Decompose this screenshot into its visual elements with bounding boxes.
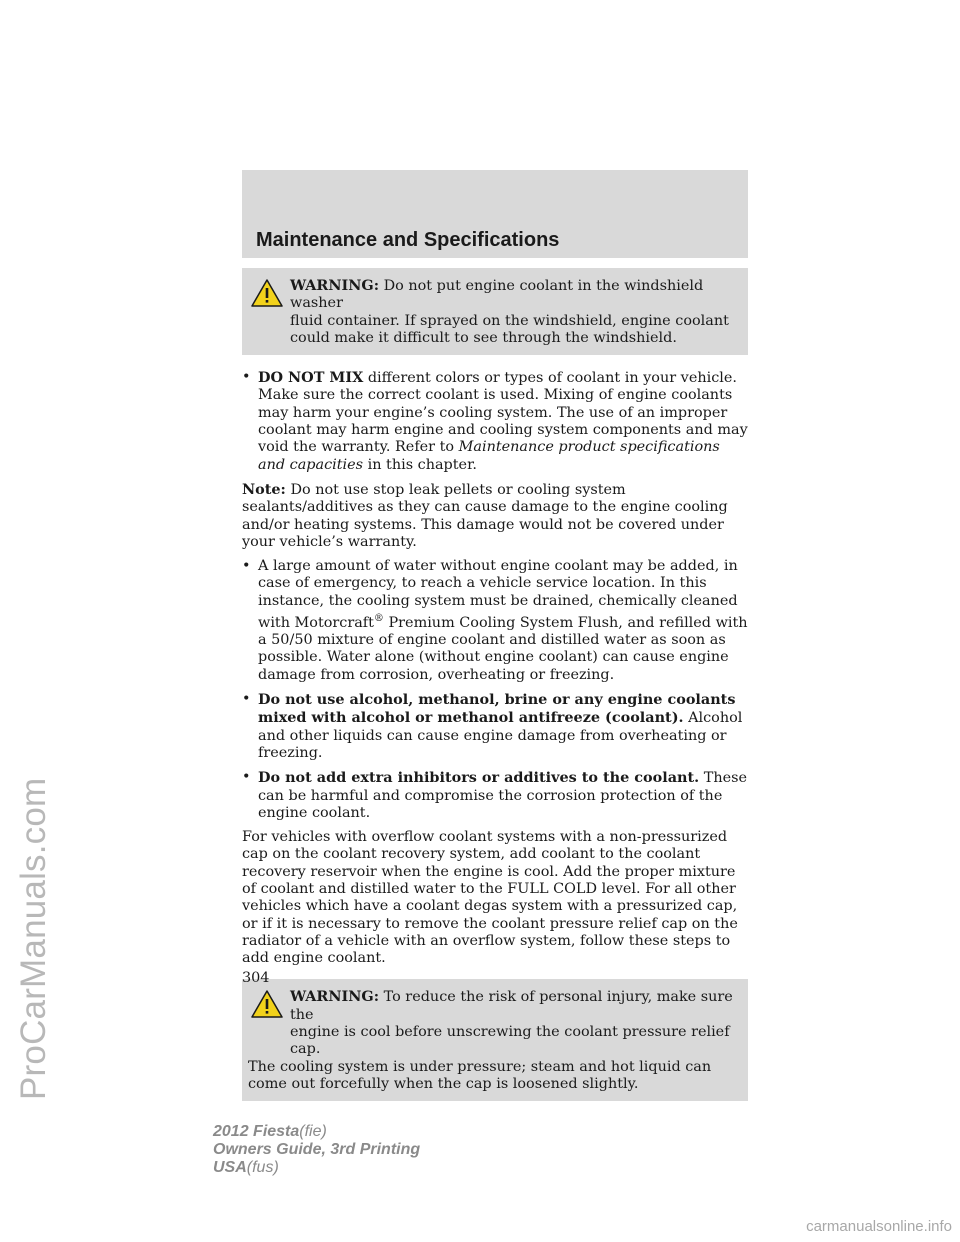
warning-label: WARNING: xyxy=(290,988,380,1006)
warning-text-rest-wrap xyxy=(248,1059,742,1094)
warning-text-first: To reduce the risk of personal injury, make sure the xyxy=(290,989,733,1023)
warning-box-pressure xyxy=(242,979,748,1101)
warning-first-line xyxy=(248,277,742,313)
bullet-do-not-mix xyxy=(242,369,748,474)
footer-model-line xyxy=(213,1123,420,1141)
registered-mark: ® xyxy=(373,613,384,625)
warning-text-rest-wrap xyxy=(248,313,742,348)
warning-text-rest: fluid container. If sprayed on the windshield, engine coolant could make it difficult to see through the windshield. xyxy=(290,312,729,346)
bullet-dot: • xyxy=(242,769,251,786)
page-number: 304 xyxy=(242,970,270,986)
bullet-inhibitors xyxy=(242,769,748,822)
note-paragraph xyxy=(242,481,748,551)
footer-market-line xyxy=(213,1159,420,1177)
footer-model: 2012 Fiesta xyxy=(213,1123,300,1140)
note-text: Do not use stop leak pellets or cooling system sealants/additives as they can cause damage to the engine cooling and/or heating systems. This damage would not be covered under your vehicle’s warranty. xyxy=(242,481,728,550)
footer-model-code: (fie) xyxy=(299,1123,327,1140)
bullet-dot: • xyxy=(242,558,251,575)
warning-label: WARNING: xyxy=(290,277,380,294)
warning-box-washer xyxy=(242,268,748,355)
page-content xyxy=(242,268,748,1101)
bullet-dot: • xyxy=(242,691,251,708)
bullet-text: A large amount of water without engine coolant may be added, in case of emergency, to reach a vehicle service location. In this instance, the cooling system must be drained, chemically cleaned with Motorcraft xyxy=(258,558,738,631)
section-title: Maintenance and Specifications xyxy=(256,229,560,251)
warning-second-line xyxy=(248,1024,742,1059)
footer-market: USA xyxy=(213,1159,247,1176)
warning-text-first: Do not put engine coolant in the windshield washer xyxy=(290,278,704,312)
bullet-bold: Do not use alcohol, methanol, brine or any engine coolants mixed with alcohol or methanol antifreeze (coolant). xyxy=(258,691,736,727)
bullet-text-after: Premium Cooling System Flush, and refilled with a 50/50 mixture of engine coolant and distilled water as soon as possible. Water alone (without engine coolant) can cause engine damage from corrosion, overheating or freezing. xyxy=(258,614,748,683)
side-watermark: ProCarManuals.com xyxy=(14,777,53,1100)
footer-market-code: (fus) xyxy=(246,1159,279,1176)
bullet-dot: • xyxy=(242,369,251,386)
bullet-text: Alcohol and other liquids can cause engine damage from overheating or freezing. xyxy=(258,710,743,761)
bottom-watermark: carmanualsonline.info xyxy=(806,1218,952,1235)
warning-triangle-icon xyxy=(250,278,284,308)
bullet-alcohol xyxy=(242,691,748,762)
warning-text-second: engine is cool before unscrewing the coolant pressure relief cap. xyxy=(290,1024,730,1058)
document-footer xyxy=(213,1123,420,1177)
bullet-text: different colors or types of coolant in your vehicle. Make sure the correct coolant is used. Mixing of engine coolants may harm your engine’s cooling system. The use of an improper coolant may harm engine and cooling system components and may void the warranty. Refer to xyxy=(258,370,748,456)
bullet-text: These can be harmful and compromise the corrosion protection of the engine coolant. xyxy=(258,770,748,821)
coolant-procedure-paragraph: For vehicles with overflow coolant systems with a non-pressurized cap on the coolant recovery system, add coolant to the coolant recovery reservoir when the engine is cool. Add the proper mixture of coolant and distilled water to the FULL COLD level. For all other vehicles which have a coolant degas system with a pressurized cap, or if it is necessary to remove the coolant pressure relief cap on the radiator of a vehicle with an overflow system, follow these steps to add engine coolant. xyxy=(242,829,738,967)
cross-reference: Maintenance product specifications and capacities xyxy=(258,439,720,473)
bullet-text-end: in this chapter. xyxy=(367,456,477,473)
note-label: Note: xyxy=(242,480,286,498)
footer-guide: Owners Guide, 3rd Printing xyxy=(213,1141,421,1158)
warning-triangle-icon xyxy=(250,989,284,1019)
bullet-bold: DO NOT MIX xyxy=(258,369,364,387)
section-header xyxy=(242,170,748,258)
bullet-bold: Do not add extra inhibitors or additives to the coolant. xyxy=(258,769,700,787)
bullet-water xyxy=(242,558,748,684)
warning-text-rest: The cooling system is under pressure; steam and hot liquid can come out forcefully when the cap is loosened slightly. xyxy=(248,1058,712,1092)
warning-first-line xyxy=(248,988,742,1024)
